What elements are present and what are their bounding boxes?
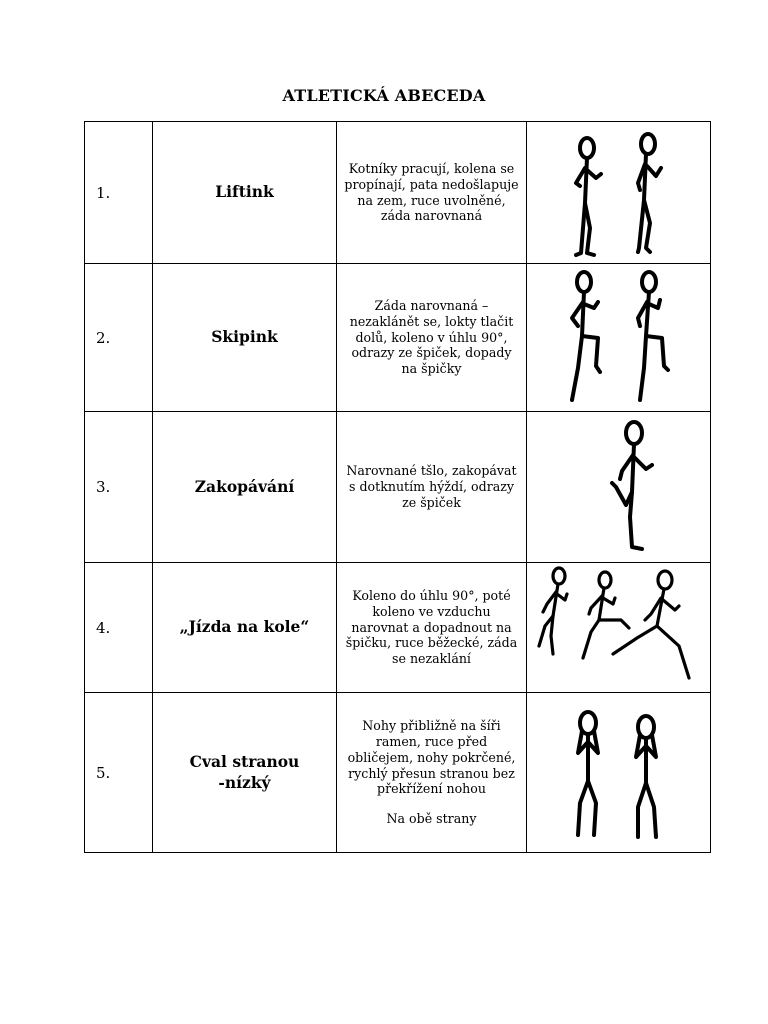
exercise-description <box>337 693 527 853</box>
liftink-figures-icon <box>554 128 684 258</box>
table-row <box>85 693 711 853</box>
skipink-figures-icon <box>554 268 684 408</box>
exercise-name: „Jízda na kole“ <box>153 563 337 693</box>
exercise-name-line: Cval stranou <box>189 752 300 772</box>
exercise-illustration <box>527 412 711 563</box>
exercise-description-note: Na obě strany <box>386 810 477 826</box>
exercise-description: Záda narovnaná – nezaklánět se, lokty tlačit dolů, koleno v úhlu 90°, odrazy ze špiček, dopady na špičky <box>337 264 527 412</box>
exercise-description: Koleno do úhlu 90°, poté koleno ve vzduchu narovnat a dopadnout na špičku, ruce běžecké, záda se nezaklání <box>337 563 527 693</box>
exercise-name-line: -nízký <box>218 772 271 792</box>
row-number: 2. <box>85 264 153 412</box>
row-number: 5. <box>85 693 153 853</box>
jizda-na-kole-figures-icon <box>529 566 709 690</box>
row-number: 4. <box>85 563 153 693</box>
exercise-name: Liftink <box>153 122 337 264</box>
table-row <box>85 264 711 412</box>
exercise-name <box>153 693 337 853</box>
exercise-illustration <box>527 563 711 693</box>
exercise-description: Kotníky pracují, kolena se propínají, pata nedošlapuje na zem, ruce uvolněné, záda narovnaná <box>337 122 527 264</box>
zakopavani-figure-icon <box>554 417 684 557</box>
page-title: ATLETICKÁ ABECEDA <box>282 86 486 105</box>
exercise-illustration <box>527 264 711 412</box>
exercise-name: Skipink <box>153 264 337 412</box>
cval-stranou-figures-icon <box>554 703 684 843</box>
exercise-description: Narovnané tšlo, zakopávat s dotknutím hýždí, odrazy ze špiček <box>337 412 527 563</box>
exercise-name: Zakopávání <box>153 412 337 563</box>
exercise-illustration <box>527 693 711 853</box>
drill-table <box>84 121 711 853</box>
table-row <box>85 563 711 693</box>
row-number: 1. <box>85 122 153 264</box>
exercise-description-text: Nohy přibližně na šíři ramen, ruce před obličejem, nohy pokrčené, rychlý přesun stranou bez překřížení nohou <box>347 718 516 797</box>
exercise-illustration <box>527 122 711 264</box>
table-row <box>85 412 711 563</box>
table-row <box>85 122 711 264</box>
row-number: 3. <box>85 412 153 563</box>
